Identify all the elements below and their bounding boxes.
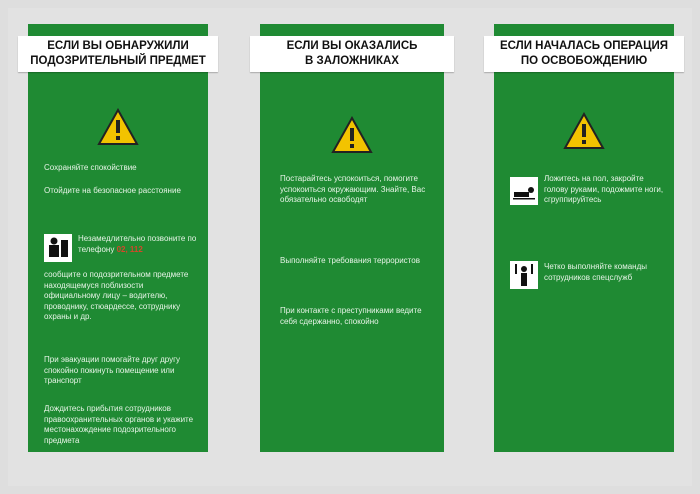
panel-title xyxy=(484,36,684,72)
warning-triangle-icon xyxy=(97,108,139,146)
instruction-text: Сохраняйте спокойствие xyxy=(44,163,137,172)
warning-triangle-icon xyxy=(331,116,373,154)
instruction-text: При эвакуации помогайте друг другу спокойно покинуть помещение или транспорт xyxy=(44,355,181,385)
warning-triangle-icon xyxy=(563,112,605,150)
hands-up-icon xyxy=(510,261,538,289)
instruction-text: При контакте с преступниками ведите себя сдержанно, спокойно xyxy=(280,306,422,326)
instruction-text: Постарайтесь успокоиться, помогите успокоиться окружающим. Знайте, Вас обязательно освободят xyxy=(280,174,426,204)
instruction-text: Отойдите на безопасное расстояние xyxy=(44,186,181,195)
emergency-phone-number: 02, 112 xyxy=(116,244,143,254)
phone-caller-icon xyxy=(44,234,72,262)
panel-title xyxy=(250,36,454,72)
instruction-text: Ложитесь на пол, закройте голову руками, подожмите ноги, сгруппируйтесь xyxy=(544,174,664,204)
panel-hostage xyxy=(260,24,444,452)
panel-title-line1: ЕСЛИ НАЧАЛАСЬ ОПЕРАЦИЯ xyxy=(499,40,669,52)
panel-title-line1: ЕСЛИ ВЫ ОБНАРУЖИЛИ xyxy=(47,40,189,52)
panel-title xyxy=(18,36,218,72)
panel-title-line2: ПО ОСВОБОЖДЕНИЮ xyxy=(520,55,648,67)
panel-title-line2: ПОДОЗРИТЕЛЬНЫЙ ПРЕДМЕТ xyxy=(30,55,206,67)
instruction-text: Дождитесь прибытия сотрудников правоохранительных органов и укажите местонахождение подозрительного предмета xyxy=(44,404,194,445)
instruction-text: Выполняйте требования террористов xyxy=(280,256,420,265)
panel-suspicious-object xyxy=(28,24,208,452)
instruction-text: сообщите о подозрительном предмете находящемуся поблизости официальному лицу – водителю, проводнику, стюардессе, сотруднику охраны и др. xyxy=(44,270,189,321)
panel-title-line1: ЕСЛИ ВЫ ОКАЗАЛИСЬ xyxy=(286,40,418,52)
panel-rescue-operation xyxy=(494,24,674,452)
lie-down-icon xyxy=(510,177,538,205)
panel-title-line2: В ЗАЛОЖНИКАХ xyxy=(305,55,399,67)
instruction-text: Незамедлительно позвоните по телефону 02, 112 xyxy=(78,234,197,254)
instruction-text: Четко выполняйте команды сотрудников спецслужб xyxy=(544,262,648,282)
